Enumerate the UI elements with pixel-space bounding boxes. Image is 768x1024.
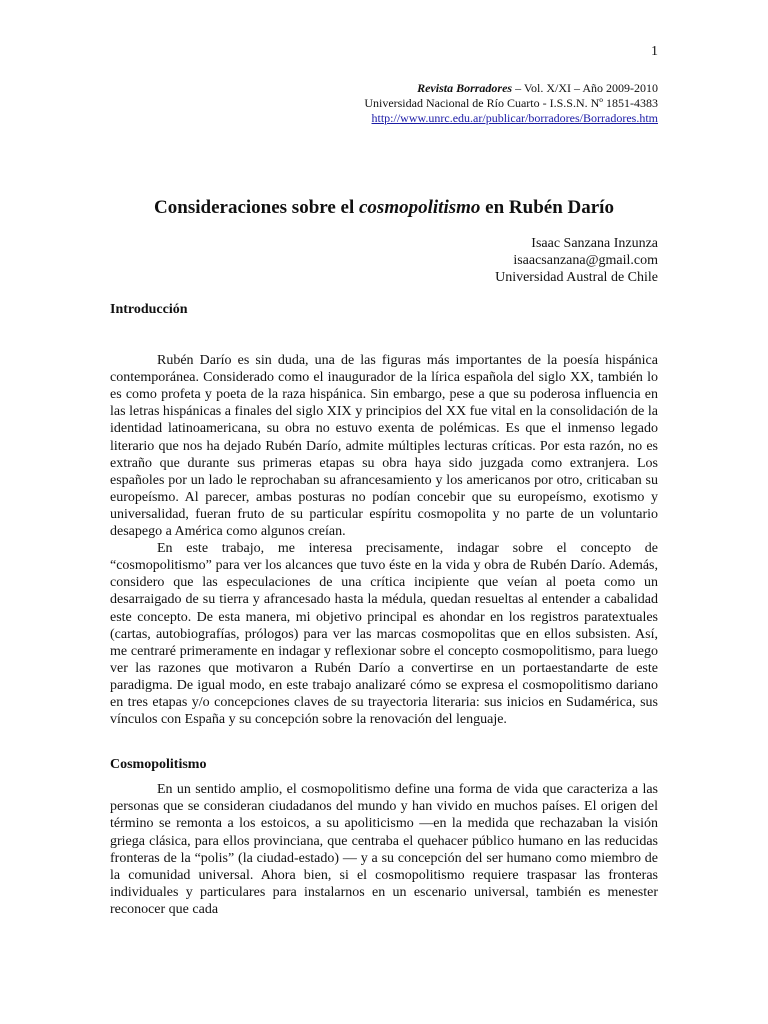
author-email: isaacsanzana@gmail.com	[513, 253, 658, 268]
intro-paragraph-2: En este trabajo, me interesa precisamente, indagar sobre el concepto de “cosmopolitismo” para ver los alcances que tuvo éste en la vida y obra de Rubén Darío. Además, considero que las especulaciones de una crítica incipiente que veían al poeta como un desarraigado de su tierra y afrancesado hasta la médula, quedan resueltas al entender a cabalidad este concepto. De esta manera, mi objetivo principal es ahondar en los registros paratextuales (cartas, autobiografías, prólogos) para ver las marcas cosmopolitas que en ellos subsisten. Así, me centraré primeramente en indagar y reflexionar sobre el concepto cosmopolitismo, para luego ver las razones que motivaron a Rubén Darío a convertirse en un portaestandarte de este paradigma. De igual modo, en este trabajo analizaré cómo se expresa el cosmopolitismo dariano en tres etapas y/o concepciones claves de su trayectoria literaria: sus inicios en Sudamérica, sus vínculos con España y su concepción sobre la renovación del lenguaje.	[110, 541, 658, 728]
author-name: Isaac Sanzana Inzunza	[531, 236, 658, 251]
paper-title	[0, 196, 768, 220]
author-affiliation: Universidad Austral de Chile	[495, 270, 658, 285]
title-part-1: Consideraciones sobre el	[154, 197, 359, 218]
journal-name: Revista Borradores	[417, 81, 513, 95]
intro-paragraph-1: Rubén Darío es sin duda, una de las figuras más importantes de la poesía hispánica contemporánea. Considerado como el inaugurador de la lírica española del siglo XX, también lo es como profeta y poeta de la raza hispánica. Sin embargo, pese a que su poderosa influencia en las letras hispánicas a finales del siglo XIX y principios del XX fue vital en la consolidación de la identidad latinoamericana, su obra no estuvo exenta de polémicas. Es que el inmenso legado literario que nos ha dejado Rubén Darío, admite múltiples lecturas críticas. Por esta razón, no es extraño que durante sus primeras etapas su obra haya sido juzgada como extranjera. Los españoles por un lado le reprochaban su afrancesamiento y los americanos por otro, criticaban su europeísmo. Al parecer, ambas posturas no podían concebir que su europeísmo, exotismo y universalidad, fueran fruto de su particular espíritu cosmopolita y no parte de un voluntario desapego a América como algunos creían.	[110, 353, 658, 540]
author-block	[495, 235, 658, 286]
journal-header	[364, 81, 658, 126]
university-issn: Universidad Nacional de Río Cuarto - I.S.S.N. Nº 1851-4383	[364, 96, 658, 110]
page-number: 1	[651, 44, 658, 59]
section-heading-introduccion: Introducción	[110, 302, 188, 317]
journal-volume: – Vol. X/XI – Año 2009-2010	[512, 81, 658, 95]
title-part-2: en Rubén Darío	[480, 197, 614, 218]
paper-body	[110, 301, 658, 918]
journal-line	[364, 81, 658, 96]
cosmo-paragraph-1: En un sentido amplio, el cosmopolitismo define una forma de vida que caracteriza a las personas que se consideran ciudadanos del mundo y han vivido en muchos países. El origen del término se remonta a los estoicos, a su apoliticismo —en la medida que rechazaban la visión griega clásica, para ellos provinciana, que centraba el quehacer público humano en las reducidas fronteras de la “polis” (la ciudad-estado) — y a su concepción del ser humano como miembro de la comunidad universal. Ahora bien, si el cosmopolitismo requiere traspasar las fronteras individuales y particulares para instalarnos en un escenario universal, también es menester reconocer que cada	[110, 782, 658, 917]
section-heading-cosmopolitismo: Cosmopolitismo	[110, 757, 207, 773]
title-emphasis: cosmopolitismo	[359, 197, 481, 218]
journal-url-link[interactable]: http://www.unrc.edu.ar/publicar/borradores/Borradores.htm	[371, 111, 658, 125]
